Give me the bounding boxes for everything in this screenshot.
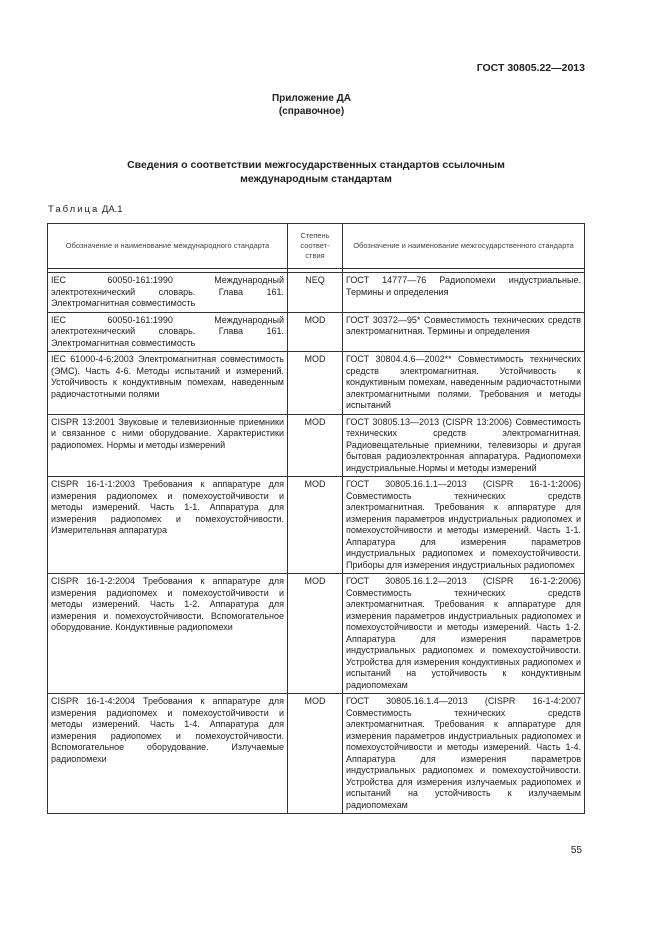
degree-cell: MOD	[288, 352, 343, 415]
page-number: 55	[570, 845, 582, 856]
column-header-degree: Степень соответ-ствия	[288, 224, 343, 269]
gost-standard-cell: ГОСТ 30805.16.1.4—2013 (CISPR 16-1-4:2007 Совместимость технических средств электромагнитная. Требования к аппаратуре для измерения параметров индустриальных радиопомех и помехоустойчивости и методы измерений. Часть 1-4. Аппаратура для измерения параметров индустриальных радиопомех и помехоустойчивости. Устройства для измерения излучаемых радиопомех и испытаний на устойчивость к излучаемым радиопомехам	[343, 694, 585, 814]
gost-standard-cell: ГОСТ 30805.13—2013 (CISPR 13:2006) Совместимость технических средств электромагнитная. Радиовещательные приемники, телевизоры и другая бытовая радиоэлектронная аппаратура. Радиопомехи индустриальные.Нормы и методы измерений	[343, 414, 585, 477]
standards-table	[47, 223, 585, 814]
column-header-intl: Обозначение и наименование международного стандарта	[48, 224, 288, 269]
table-caption-id: ДА.1	[101, 204, 123, 215]
intl-standard-cell: IEC 60050-161:1990 Международный электротехнический словарь. Глава 161. Электромагнитная совместимость	[48, 312, 288, 352]
document-code-header: ГОСТ 30805.22—2013	[476, 62, 585, 74]
section-title	[90, 158, 542, 186]
degree-cell: MOD	[288, 477, 343, 574]
degree-cell: MOD	[288, 574, 343, 694]
table-caption	[48, 204, 123, 215]
table-row	[48, 477, 585, 574]
table-caption-prefix: Таблица	[48, 204, 100, 215]
intl-standard-cell: CISPR 16-1-4:2004 Требования к аппаратуре для измерения радиопомех и помехоустойчивости и методы измерений. Часть 1-4. Аппаратура для измерения радиопомех и помехоустойчивости. Вспомогательное оборудование. Излучаемые радиопомехи	[48, 694, 288, 814]
table-row	[48, 414, 585, 477]
appendix-subtitle: (справочное)	[278, 106, 345, 117]
section-title-line-1: Сведения о соответствии межгосударственных стандартов ссылочным	[127, 159, 505, 171]
appendix-heading	[0, 92, 623, 118]
degree-cell: NEQ	[288, 273, 343, 313]
table-row	[48, 273, 585, 313]
intl-standard-cell: IEC 60050-161:1990 Международный электротехнический словарь. Глава 161. Электромагнитная совместимость	[48, 273, 288, 313]
gost-standard-cell: ГОСТ 30804.4.6—2002** Совместимость технических средств электромагнитная. Устойчивость к кондуктивным помехам, наведенным радиочастотными электромагнитными полями. Требования и методы испытаний	[343, 352, 585, 415]
gost-standard-cell: ГОСТ 30805.16.1.1—2013 (CISPR 16-1-1:2006) Совместимость технических средств электромагнитная. Требования к аппаратуре для измерения параметров индустриальных радиопомех и помехоустойчивости и методы измерений. Часть 1-1. Аппаратура для измерения параметров индустриальных радиопомех и помехоустойчивости. Приборы для измерения индустриальных радиопомех	[343, 477, 585, 574]
degree-cell: MOD	[288, 414, 343, 477]
table-row	[48, 312, 585, 352]
intl-standard-cell: CISPR 16-1-1:2003 Требования к аппаратуре для измерения радиопомех и помехоустойчивости и методы измерений. Часть 1-1. Аппаратура для измерения радиопомех и помехоустойчивости. Измерительная аппаратура	[48, 477, 288, 574]
gost-standard-cell: ГОСТ 30372—95* Совместимость технических средств электромагнитная. Термины и определения	[343, 312, 585, 352]
gost-standard-cell: ГОСТ 14777—76 Радиопомехи индустриальные. Термины и определения	[343, 273, 585, 313]
intl-standard-cell: IEC 61000-4-6:2003 Электромагнитная совместимость (ЭМС). Часть 4-6. Методы испытаний и измерений. Устойчивость к кондуктивным помехам, наведенным радиочастотными полями	[48, 352, 288, 415]
table-header-row	[48, 224, 585, 269]
degree-cell: MOD	[288, 694, 343, 814]
intl-standard-cell: CISPR 13:2001 Звуковые и телевизионные приемники и связанное с ними оборудование. Характеристики радиопомех. Нормы и методы измерений	[48, 414, 288, 477]
intl-standard-cell: CISPR 16-1-2:2004 Требования к аппаратуре для измерения радиопомех и помехоустойчивости и методы измерений. Часть 1-2. Аппаратура для измерения и помехоустойчивости. Вспомогательное оборудование. Кондуктивные радиопомехи	[48, 574, 288, 694]
gost-standard-cell: ГОСТ 30805.16.1.2—2013 (CISPR 16-1-2:2006) Совместимость технических средств электромагнитная. Требования к аппаратуре для измерения параметров индустриальных радиопомех и помехоустойчивости и методы измерений. Часть 1-2. Аппаратура для измерения параметров индустриальных радиопомех и помехоустойчивости. Устройства для измерения кондуктивных радиопомех и испытаний на устойчивость к кондуктивным радиопомехам	[343, 574, 585, 694]
table-row	[48, 694, 585, 814]
degree-cell: MOD	[288, 312, 343, 352]
appendix-title: Приложение ДА	[271, 93, 352, 104]
section-title-line-2: международным стандартам	[240, 173, 392, 185]
column-header-gost: Обозначение и наименование межгосударственного стандарта	[343, 224, 585, 269]
table-row	[48, 352, 585, 415]
table-row	[48, 574, 585, 694]
